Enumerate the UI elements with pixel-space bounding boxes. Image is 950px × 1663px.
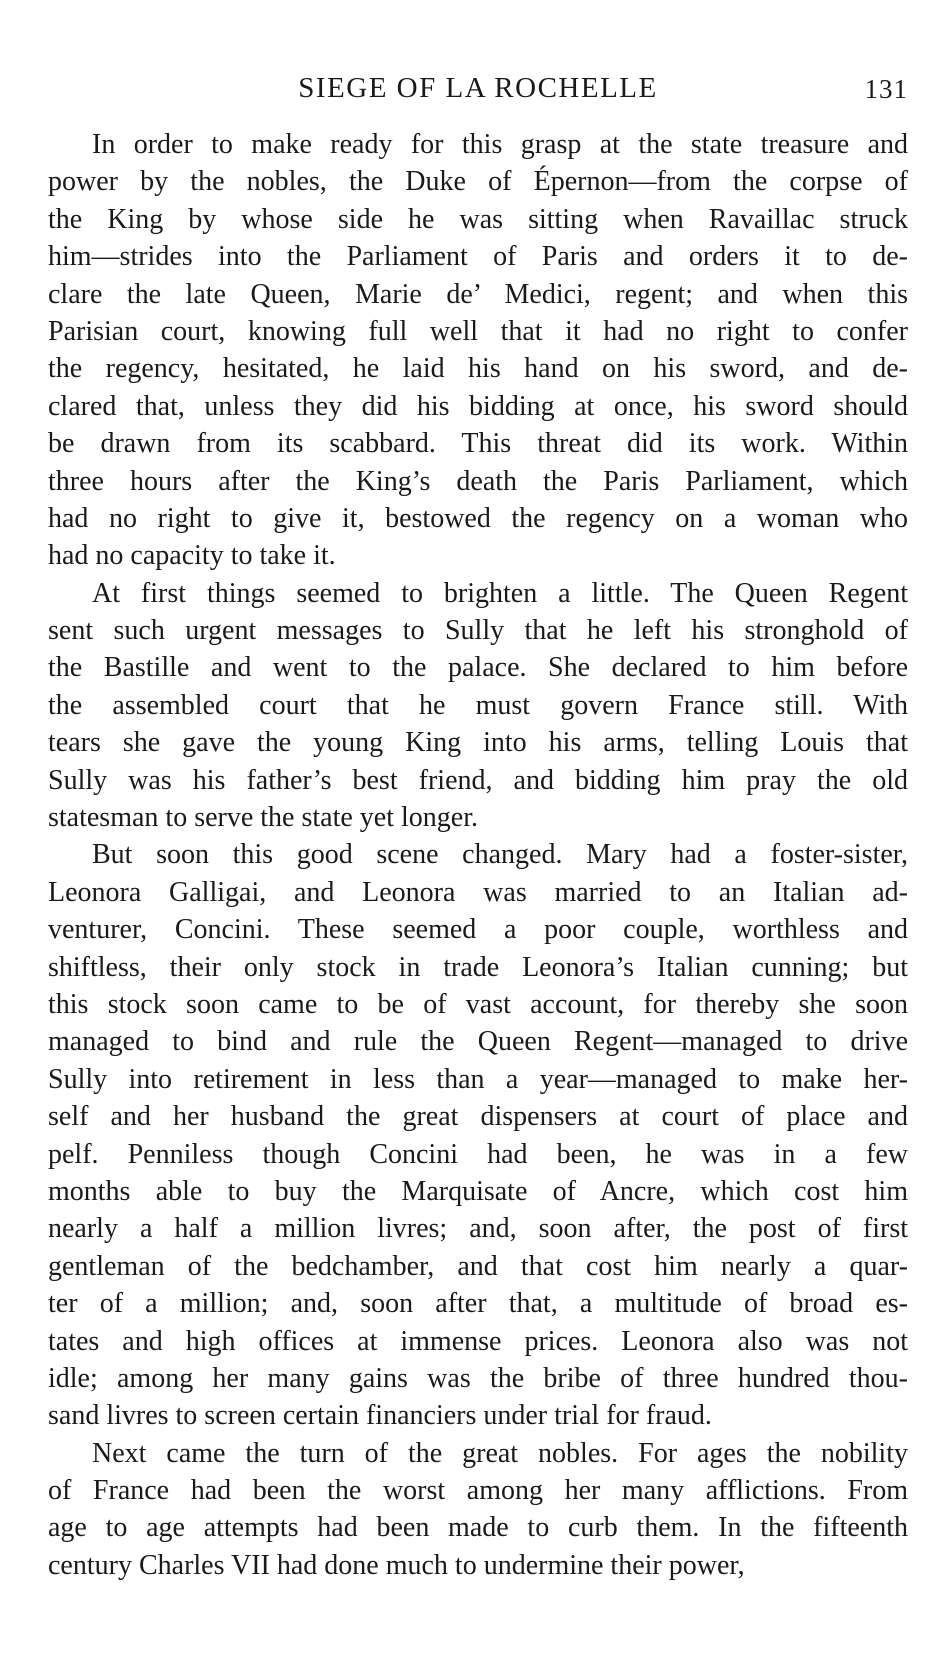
text-line: the assembled court that he must govern France still. With xyxy=(48,689,908,721)
text-line: him—strides into the Parliament of Paris and orders it to de- xyxy=(48,241,908,273)
text-line: sent such urgent messages to Sully that he left his stronghold of xyxy=(48,615,908,647)
text-line: Sully into retirement in less than a year—managed to make her- xyxy=(48,1063,908,1095)
paragraph xyxy=(48,1435,908,1585)
paragraph xyxy=(48,575,908,837)
text-line: the regency, hesitated, he laid his hand on his sword, and de- xyxy=(48,353,908,385)
text-line: power by the nobles, the Duke of Épernon—from the corpse of xyxy=(48,166,908,198)
running-title: SIEGE OF LA ROCHELLE xyxy=(298,72,658,104)
text-line: self and her husband the great dispensers at court of place and xyxy=(48,1101,908,1133)
text-line: the King by whose side he was sitting when Ravaillac struck xyxy=(48,203,908,235)
text-line: clared that, unless they did his bidding at once, his sword should xyxy=(48,390,908,422)
text-line: statesman to serve the state yet longer. xyxy=(48,802,478,834)
text-line: gentleman of the bedchamber, and that cost him nearly a quar- xyxy=(48,1250,908,1282)
text-line: venturer, Concini. These seemed a poor couple, worthless and xyxy=(48,914,908,946)
text-line: But soon this good scene changed. Mary had a foster-sister, xyxy=(92,839,908,871)
text-line: three hours after the King’s death the Paris Parliament, which xyxy=(48,465,908,497)
text-line: nearly a half a million livres; and, soon after, the post of first xyxy=(48,1213,908,1245)
text-line: Sully was his father’s best friend, and bidding him pray the old xyxy=(48,764,908,796)
text-line: pelf. Penniless though Concini had been, he was in a few xyxy=(48,1138,908,1170)
body-text xyxy=(48,126,908,1584)
text-line: be drawn from its scabbard. This threat did its work. Within xyxy=(48,428,908,460)
text-line: shiftless, their only stock in trade Leonora’s Italian cunning; but xyxy=(48,951,908,983)
text-line: sand livres to screen certain financiers under trial for fraud. xyxy=(48,1400,712,1432)
text-line: managed to bind and rule the Queen Regent—managed to drive xyxy=(48,1026,908,1058)
text-line: century Charles VII had done much to undermine their power, xyxy=(48,1549,745,1581)
text-line: this stock soon came to be of vast account, for thereby she soon xyxy=(48,988,908,1020)
running-head xyxy=(48,72,908,112)
text-line: In order to make ready for this grasp at the state treasure and xyxy=(92,129,908,160)
text-line: tates and high offices at immense prices. Leonora also was not xyxy=(48,1325,908,1357)
text-line: of France had been the worst among her many afflictions. From xyxy=(48,1475,908,1507)
paragraph xyxy=(48,836,908,1434)
text-line: months able to buy the Marquisate of Ancre, which cost him xyxy=(48,1175,908,1207)
page-number: 131 xyxy=(864,74,908,104)
text-line: had no right to give it, bestowed the regency on a woman who xyxy=(48,502,908,534)
text-line: clare the late Queen, Marie de’ Medici, regent; and when this xyxy=(48,278,908,310)
paragraph xyxy=(48,126,908,575)
text-line: Parisian court, knowing full well that it had no right to confer xyxy=(48,315,908,347)
text-line: Next came the turn of the great nobles. For ages the nobility xyxy=(92,1437,908,1469)
text-line: tears she gave the young King into his arms, telling Louis that xyxy=(48,727,908,759)
text-line: had no capacity to take it. xyxy=(48,540,336,572)
text-line: Leonora Galligai, and Leonora was married to an Italian ad- xyxy=(48,876,908,908)
text-line: ter of a million; and, soon after that, a multitude of broad es- xyxy=(48,1288,908,1320)
text-line: At first things seemed to brighten a little. The Queen Regent xyxy=(92,577,908,609)
text-line: the Bastille and went to the palace. She declared to him before xyxy=(48,652,908,684)
text-line: age to age attempts had been made to curb them. In the fifteenth xyxy=(48,1512,908,1544)
text-line: idle; among her many gains was the bribe of three hundred thou- xyxy=(48,1362,908,1394)
